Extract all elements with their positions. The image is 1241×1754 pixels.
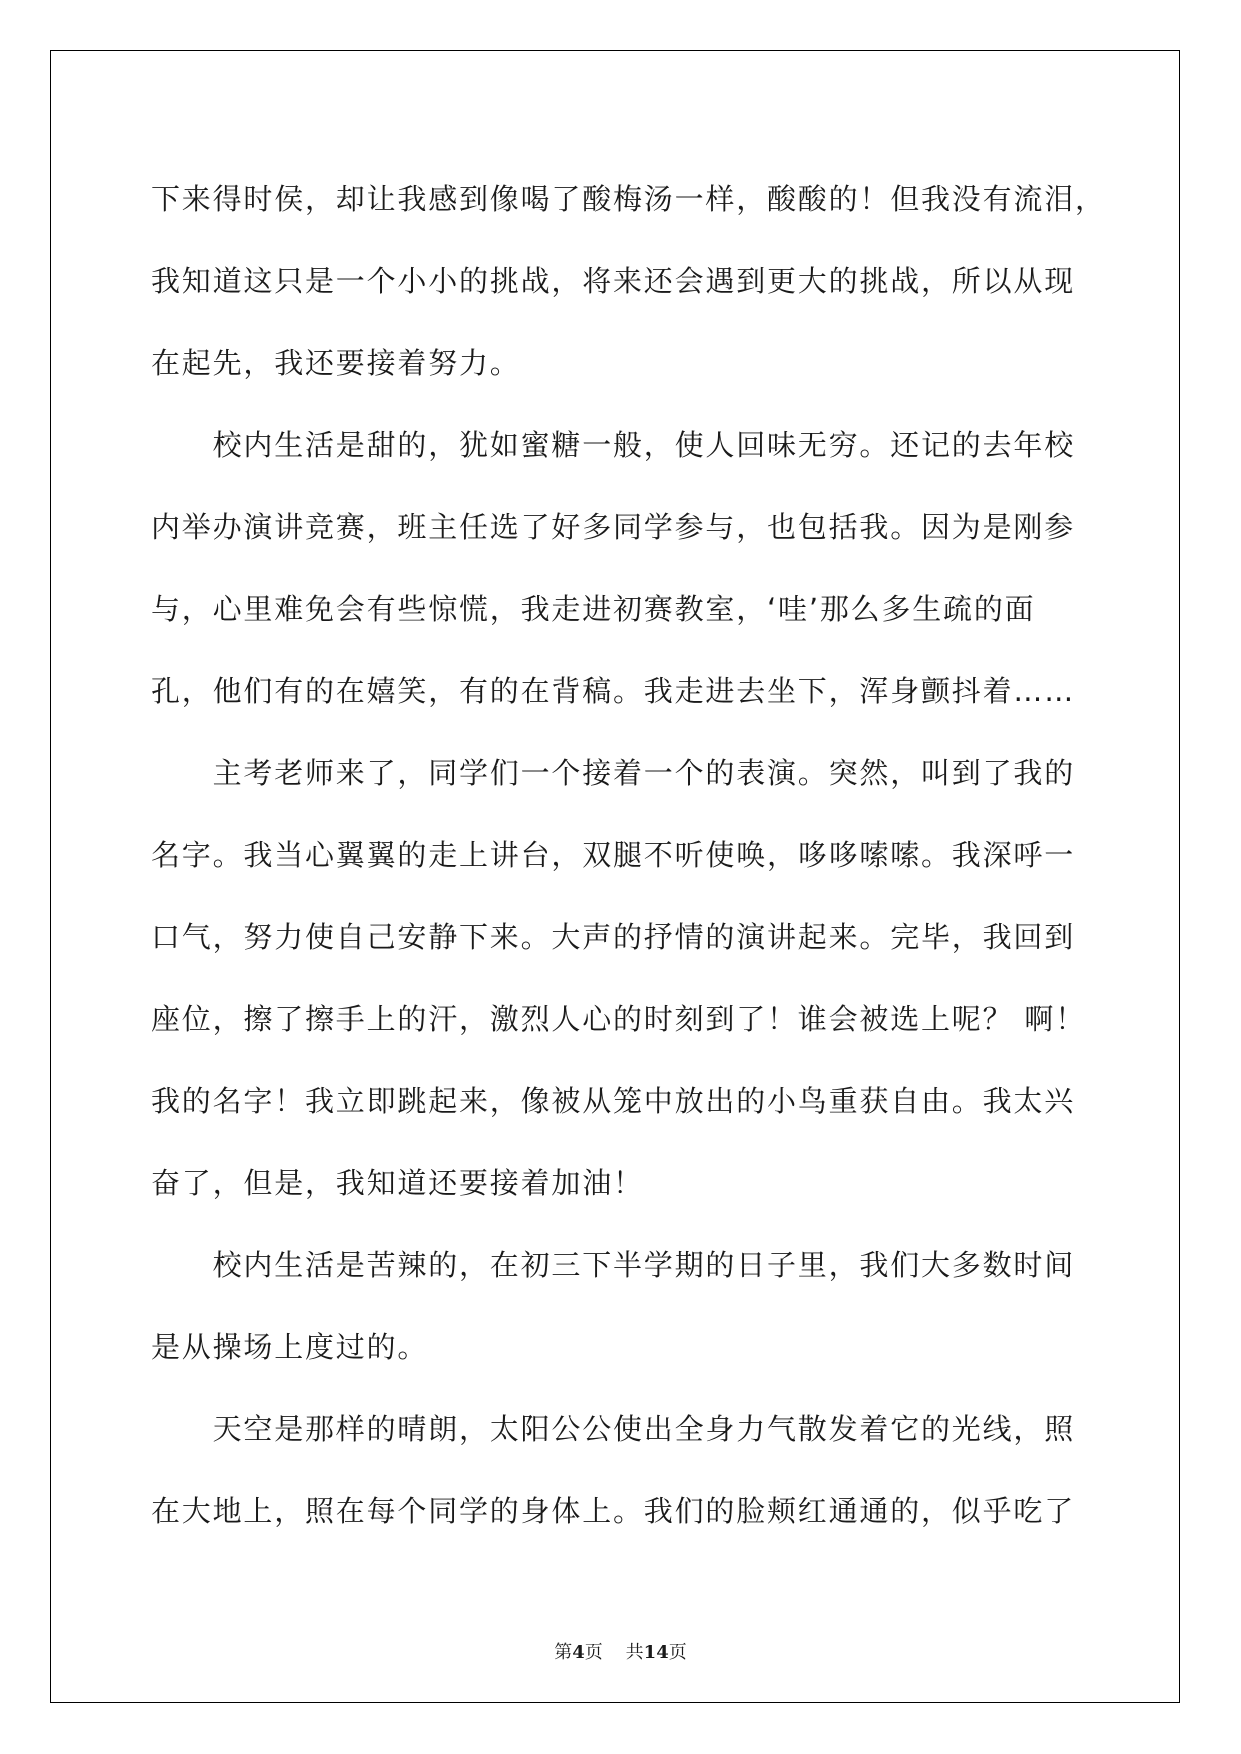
total-prefix: 共	[625, 1642, 644, 1663]
text-line: 天空是那样的晴朗，太阳公公使出全身力气散发着它的光线，照	[151, 1412, 1076, 1446]
footer-prefix: 第	[554, 1642, 573, 1663]
text-line: 我知道这只是一个小小的挑战，将来还会遇到更大的挑战，所以从现	[151, 264, 1076, 298]
text-line: 内举办演讲竞赛，班主任选了好多同学参与，也包括我。因为是刚参	[151, 510, 1076, 544]
text-line: 主考老师来了，同学们一个接着一个的表演。突然，叫到了我的	[151, 756, 1076, 790]
text-line: 下来得时侯，却让我感到像喝了酸梅汤一样，酸酸的！但我没有流泪，	[151, 182, 1106, 216]
text-line: 校内生活是苦辣的，在初三下半学期的日子里，我们大多数时间	[151, 1248, 1076, 1282]
text-line: 在大地上，照在每个同学的身体上。我们的脸颊红通通的，似乎吃了	[151, 1494, 1076, 1528]
page-number: 4	[572, 1642, 585, 1663]
text-line: 校内生活是甜的，犹如蜜糖一般，使人回味无穷。还记的去年校	[151, 428, 1076, 462]
text-line: 在起先，我还要接着努力。	[151, 346, 521, 380]
document-body	[151, 158, 1106, 1552]
text-line: 是从操场上度过的。	[151, 1330, 429, 1364]
text-line: 口气，努力使自己安静下来。大声的抒情的演讲起来。完毕，我回到	[151, 920, 1076, 954]
text-line: 座位，擦了擦手上的汗，激烈人心的时刻到了！谁会被选上呢？ 啊！	[151, 1002, 1087, 1036]
text-line: 与，心里难免会有些惊慌，我走进初赛教室，‘哇’那么多生疏的面	[151, 592, 1036, 626]
page-footer	[0, 1638, 1241, 1664]
text-line: 我的名字！我立即跳起来，像被从笼中放出的小鸟重获自由。我太兴	[151, 1084, 1076, 1118]
page-suffix: 页	[584, 1642, 603, 1663]
total-suffix: 页	[668, 1642, 687, 1663]
text-line: 孔，他们有的在嬉笑，有的在背稿。我走进去坐下，浑身颤抖着……	[151, 674, 1076, 708]
text-line: 奋了，但是，我知道还要接着加油！	[151, 1166, 644, 1200]
total-pages: 14	[643, 1642, 669, 1663]
text-line: 名字。我当心翼翼的走上讲台，双腿不听使唤，哆哆嗦嗦。我深呼一	[151, 838, 1076, 872]
